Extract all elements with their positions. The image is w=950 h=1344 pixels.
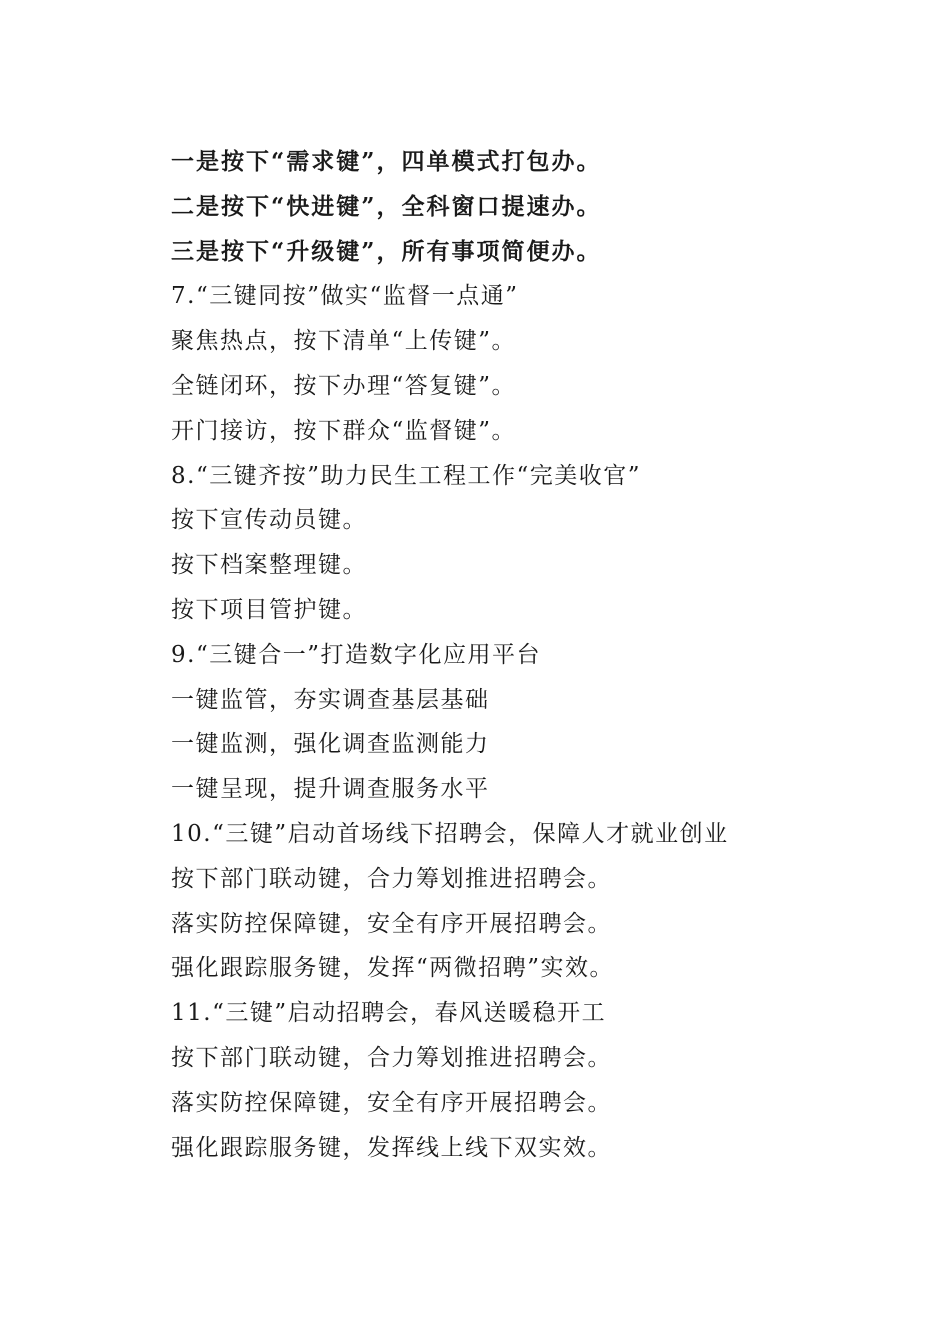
text-line: 按下部门联动键，合力筹划推进招聘会。 <box>171 865 612 892</box>
text-line: 按下项目管护键。 <box>171 596 367 623</box>
text-line: 一是按下“需求键”，四单模式打包办。 <box>171 148 602 175</box>
text-line: 一键监测，强化调查监测能力 <box>171 731 490 758</box>
text-line: 强化跟踪服务键，发挥线上线下双实效。 <box>171 1134 612 1161</box>
text-line: 落实防控保障键，安全有序开展招聘会。 <box>171 1089 612 1116</box>
text-line: 聚焦热点，按下清单“上传键”。 <box>171 328 517 355</box>
text-line: 强化跟踪服务键，发挥“两微招聘”实效。 <box>171 955 615 982</box>
text-line: 按下档案整理键。 <box>171 552 367 579</box>
text-line: 落实防控保障键，安全有序开展招聘会。 <box>171 910 612 937</box>
text-line: 全链闭环，按下办理“答复键”。 <box>171 372 517 399</box>
section-heading: 8.“三键齐按”助力民生工程工作“完美收官” <box>171 462 641 489</box>
section-heading: 10.“三键”启动首场线下招聘会，保障人才就业创业 <box>171 820 729 847</box>
section-heading: 9.“三键合一”打造数字化应用平台 <box>171 641 541 668</box>
section-heading: 11.“三键”启动招聘会，春风送暖稳开工 <box>171 1000 607 1027</box>
text-line: 开门接访，按下群众“监督键”。 <box>171 417 517 444</box>
text-line: 一键监管，夯实调查基层基础 <box>171 686 490 713</box>
text-line: 二是按下“快进键”，全科窗口提速办。 <box>171 192 602 220</box>
document-body <box>171 140 891 1170</box>
text-line: 按下宣传动员键。 <box>171 507 367 534</box>
section-heading: 7.“三键同按”做实“监督一点通” <box>171 283 519 310</box>
text-line: 一键呈现，提升调查服务水平 <box>171 776 490 803</box>
text-line: 按下部门联动键，合力筹划推进招聘会。 <box>171 1044 612 1071</box>
text-line: 三是按下“升级键”，所有事项简便办。 <box>171 237 602 265</box>
